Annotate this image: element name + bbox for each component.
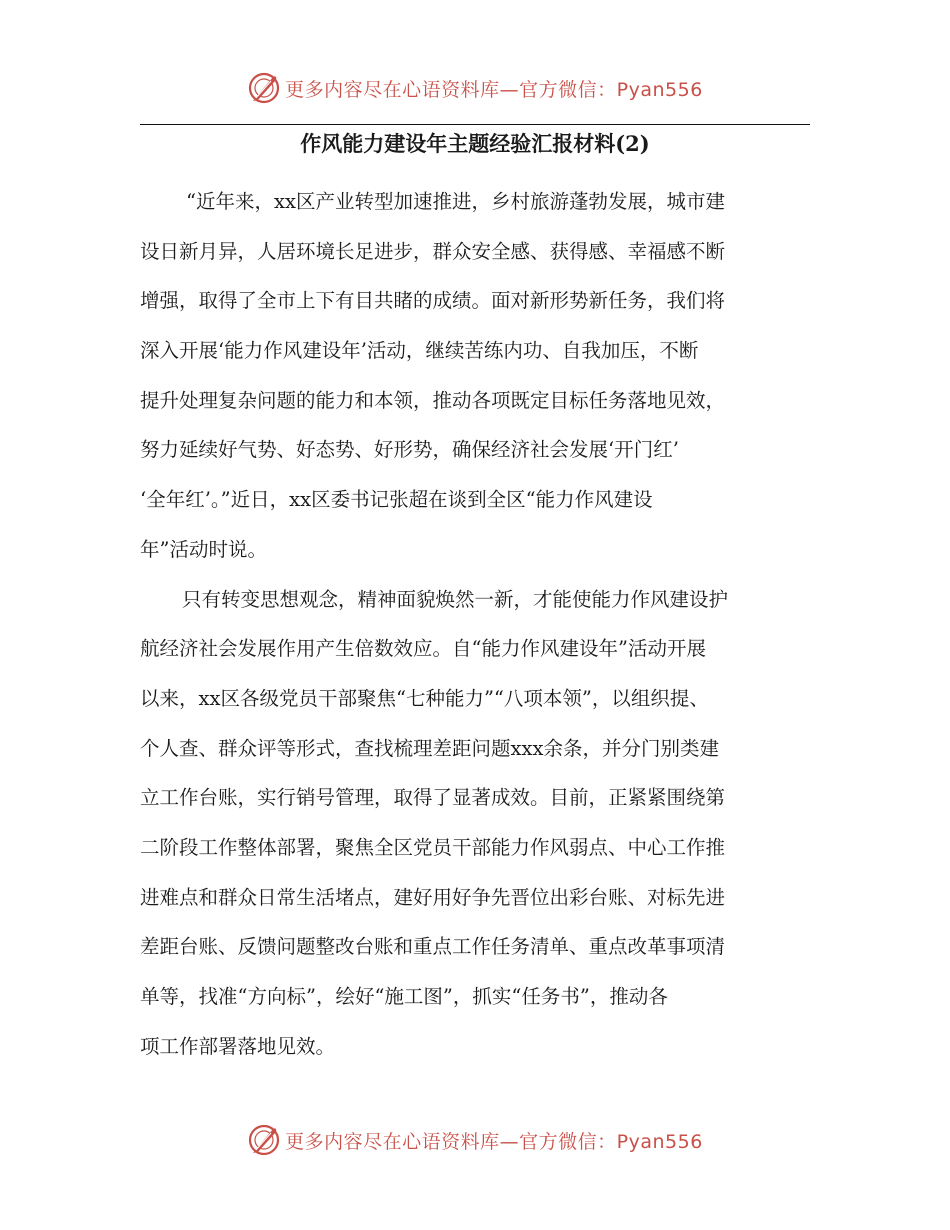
paragraph-2-line: 进难点和群众日常生活堵点，建好用好争先晋位出彩台账、对标先进	[140, 885, 726, 909]
watermark-text: 更多内容尽在心语资料库—官方微信：Pyan556	[285, 78, 703, 101]
paragraph-2-line: 单等，找准“方向标”，绘好“施工图”，抓实“任务书”，推动各	[140, 985, 668, 1008]
paragraph-1-line: 努力延续好气势、好态势、好形势，确保经济社会发展‘开门红’	[140, 438, 679, 462]
paragraph-1-line: 年”活动时说。	[140, 537, 267, 561]
paragraph-2-line: 航经济社会发展作用产生倍数效应。自“能力作风建设年”活动开展	[140, 637, 706, 661]
paragraph-1-line: 提升处理复杂问题的能力和本领，推动各项既定目标任务落地见效，	[140, 388, 726, 412]
quill-pen-circle-logo-icon	[247, 1123, 281, 1157]
paragraph-1-line: “近年来，xx区产业转型加速推进，乡村旅游蓬勃发展，城市建	[186, 190, 725, 213]
paragraph-1-line: 深入开展‘能力作风建设年’活动，继续苦练内功、自我加压，不断	[140, 339, 699, 363]
paragraph-2-line: 立工作台账，实行销号管理，取得了显著成效。目前，正紧紧围绕第	[140, 786, 726, 810]
paragraph-1-line: 设日新月异，人居环境长足进步，群众安全感、获得感、幸福感不断	[140, 239, 726, 263]
footer-watermark-banner	[0, 1120, 950, 1160]
watermark-text: 更多内容尽在心语资料库—官方微信：Pyan556	[285, 1130, 703, 1153]
quill-pen-circle-logo-icon	[247, 71, 281, 105]
paragraph-2-line: 项工作部署落地见效。	[140, 1034, 336, 1058]
document-title: 作风能力建设年主题经验汇报材料(2)	[300, 131, 650, 156]
paragraph-2-line: 只有转变思想观念，精神面貌焕然一新，才能使能力作风建设护	[182, 587, 729, 611]
paragraph-1-line: ‘全年红’。”近日，xx区委书记张超在谈到全区“能力作风建设	[140, 488, 653, 512]
header-rule	[140, 124, 810, 125]
paragraph-2-line: 以来，xx区各级党员干部聚焦“七种能力”“八项本领”，以组织提、	[140, 686, 709, 710]
paragraph-2-line: 差距台账、反馈问题整改台账和重点工作任务清单、重点改革事项清	[140, 935, 726, 959]
paragraph-2-line: 个人查、群众评等形式，查找梳理差距问题xxx余条，并分门别类建	[140, 736, 719, 760]
header-watermark-banner	[0, 68, 950, 108]
paragraph-1-line: 增强，取得了全市上下有目共睹的成绩。面对新形势新任务，我们将	[140, 289, 726, 313]
document-body	[140, 177, 812, 1071]
paragraph-2-line: 二阶段工作整体部署，聚焦全区党员干部能力作风弱点、中心工作推	[140, 835, 726, 859]
